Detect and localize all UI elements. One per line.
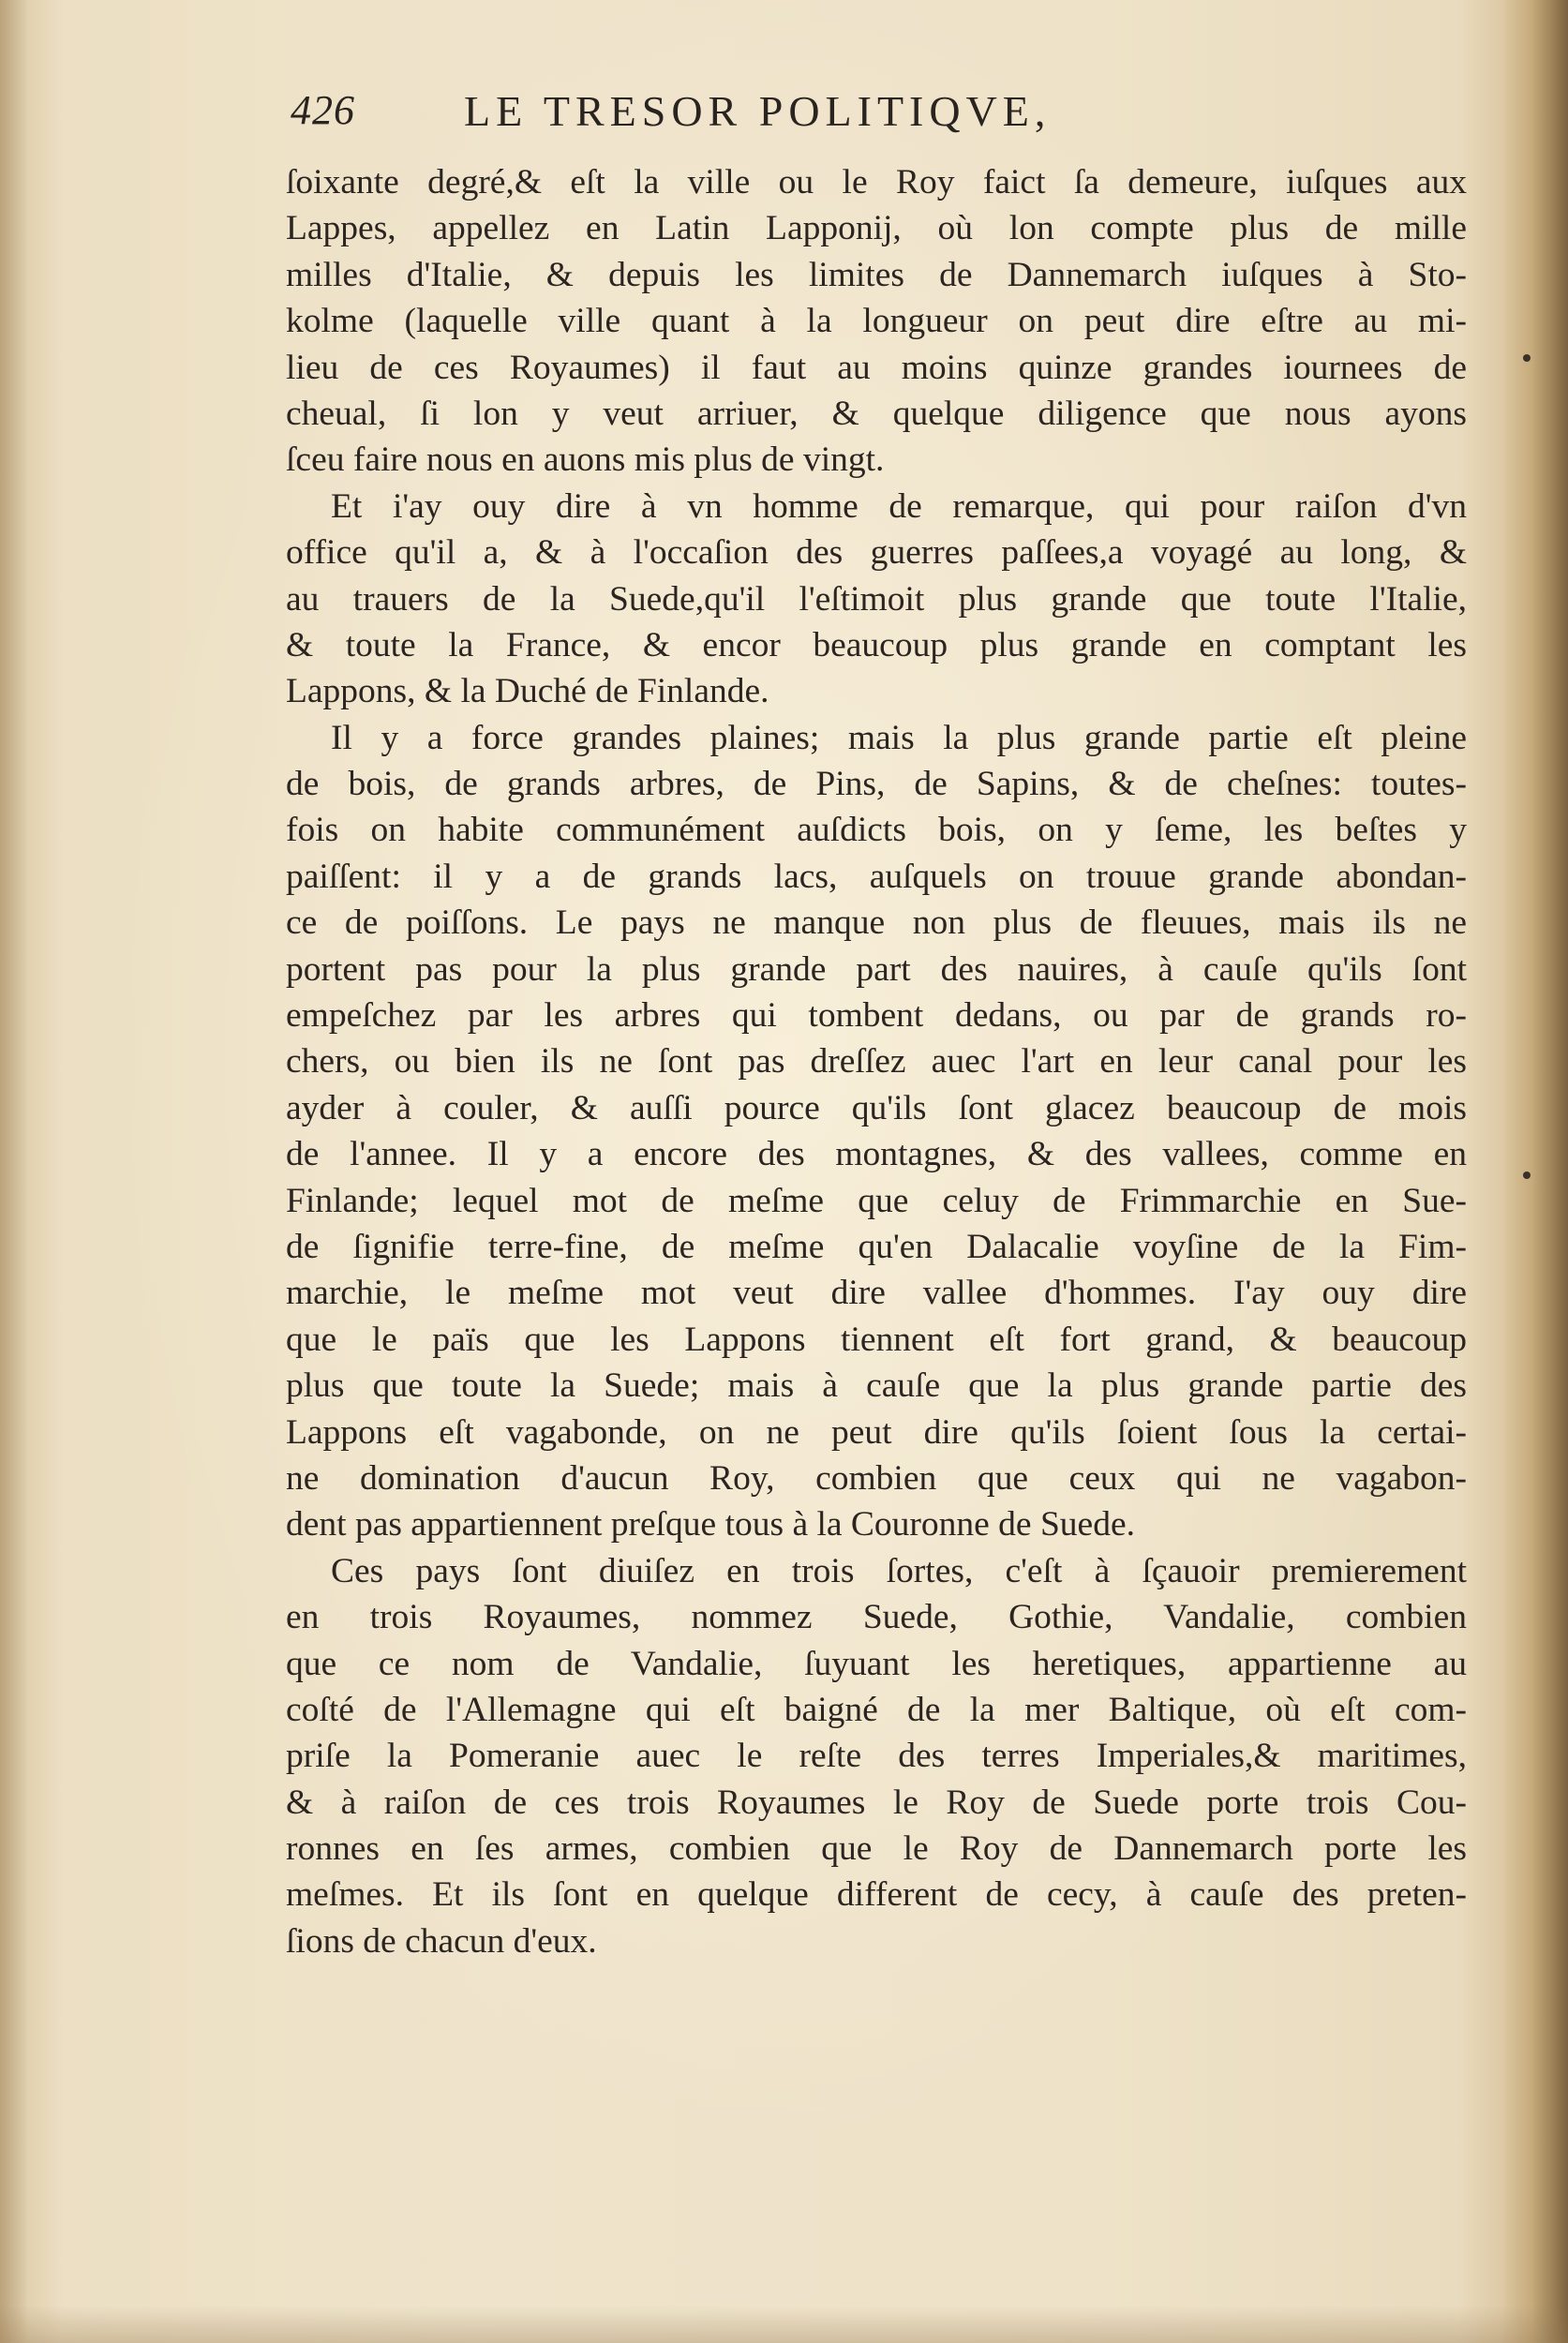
text-line: Il y a force grandes plaines; mais la plus grande partie eſt pleine [331, 718, 1467, 757]
text-line: & à raiſon de ces trois Royaumes le Roy de Suede porte trois Cou- [286, 1783, 1467, 1822]
text-line: que ce nom de Vandalie, ſuyuant les heretiques, appartienne au [286, 1644, 1467, 1683]
text-line: ſoixante degré,& eſt la ville ou le Roy faict ſa demeure, iuſques aux [286, 163, 1467, 201]
text-line: office qu'il a, & à l'occaſion des guerres paſſees,a voyagé au long, & [286, 533, 1467, 573]
text-line: en trois Royaumes, nommez Suede, Gothie, Vandalie, combien [286, 1598, 1467, 1637]
text-line: milles d'Italie, & depuis les limites de Dannemarch iuſques à Sto- [286, 255, 1467, 294]
text-line: coſté de l'Allemagne qui eſt baigné de la mer Baltique, où eſt com- [286, 1690, 1467, 1729]
margin-ink-mark [1523, 354, 1531, 362]
text-line: marchie, le meſme mot veut dire vallee d'hommes. I'ay ouy dire [286, 1274, 1467, 1313]
text-line: Lappes, appellez en Latin Lapponij, où lon compte plus de mille [286, 209, 1467, 248]
text-line: kolme (laquelle ville quant à la longueur on peut dire eſtre au mi- [286, 302, 1467, 341]
page-header [291, 86, 1443, 142]
text-line: de bois, de grands arbres, de Pins, de Sapins, & de cheſnes: toutes- [286, 765, 1467, 804]
text-line: ronnes en ſes armes, combien que le Roy de Dannemarch porte les [286, 1829, 1467, 1869]
text-line: & toute la France, & encor beaucoup plus grande en comptant les [286, 625, 1467, 664]
body-text [286, 159, 1467, 1964]
text-line: Ces pays ſont diuiſez en trois ſortes, c'eſt à ſçauoir premierement [331, 1551, 1467, 1590]
text-line: meſmes. Et ils ſont en quelque different de cecy, à cauſe des preten- [286, 1875, 1467, 1915]
paragraph [286, 715, 1467, 1548]
text-line: au trauers de la Suede,qu'il l'eſtimoit plus grande que toute l'Italie, [286, 579, 1467, 619]
text-line: de l'annee. Il y a encore des montagnes, & des vallees, comme en [286, 1135, 1467, 1174]
text-line: priſe la Pomeranie auec le reſte des terres Imperiales,& maritimes, [286, 1737, 1467, 1776]
text-line: ſceu faire nous en auons mis plus de vingt. [286, 440, 885, 480]
text-line: ayder à couler, & auſſi pource qu'ils ſont glacez beaucoup de mois [286, 1088, 1467, 1127]
paragraph [286, 484, 1467, 715]
running-title: LE TRESOR POLITIQVE, [464, 87, 1052, 135]
text-line: Et i'ay ouy dire à vn homme de remarque, qui pour raiſon d'vn [331, 486, 1467, 526]
text-line: paiſſent: il y a de grands lacs, auſquels on trouue grande abondan- [286, 857, 1467, 896]
page-left-edge-shadow [0, 0, 28, 2343]
page-number: 426 [291, 87, 355, 133]
page-gutter-shadow [1502, 0, 1568, 2343]
text-line: ne domination d'aucun Roy, combien que ceux qui ne vagabon- [286, 1458, 1467, 1498]
text-line: empeſchez par les arbres qui tombent dedans, ou par de grands ro- [286, 996, 1467, 1036]
text-line: dent pas appartiennent preſque tous à la Couronne de Suede. [286, 1505, 1135, 1545]
text-line: chers, ou bien ils ne ſont pas dreſſez auec l'art en leur canal pour les [286, 1042, 1467, 1082]
margin-ink-mark [1523, 1172, 1531, 1179]
text-line: ſions de chacun d'eux. [286, 1921, 597, 1961]
text-line: Lappons eſt vagabonde, on ne peut dire qu'ils ſoient ſous la certai- [286, 1412, 1467, 1452]
text-line: cheual, ſi lon y veut arriuer, & quelque diligence que nous ayons [286, 394, 1467, 433]
text-line: plus que toute la Suede; mais à cauſe que la plus grande partie des [286, 1366, 1467, 1406]
text-line: portent pas pour la plus grande part des nauires, à cauſe qu'ils ſont [286, 949, 1467, 989]
text-line: fois on habite communément auſdicts bois, on y ſeme, les beſtes y [286, 811, 1467, 850]
text-line: Finlande; lequel mot de meſme que celuy de Frimmarchie en Sue- [286, 1181, 1467, 1220]
text-line: que le païs que les Lappons tiennent eſt fort grand, & beaucoup [286, 1320, 1467, 1359]
text-line: Lappons, & la Duché de Finlande. [286, 672, 769, 711]
text-line: de ſignifie terre-fine, de meſme qu'en Dalacalie voyſine de la Fim- [286, 1227, 1467, 1266]
paragraph [286, 1548, 1467, 1965]
text-line: ce de poiſſons. Le pays ne manque non plus de fleuues, mais ils ne [286, 903, 1467, 943]
text-line: lieu de ces Royaumes) il faut au moins quinze grandes iournees de [286, 348, 1467, 387]
paragraph [286, 159, 1467, 484]
page-bottom-edge-shadow [0, 2306, 1568, 2343]
